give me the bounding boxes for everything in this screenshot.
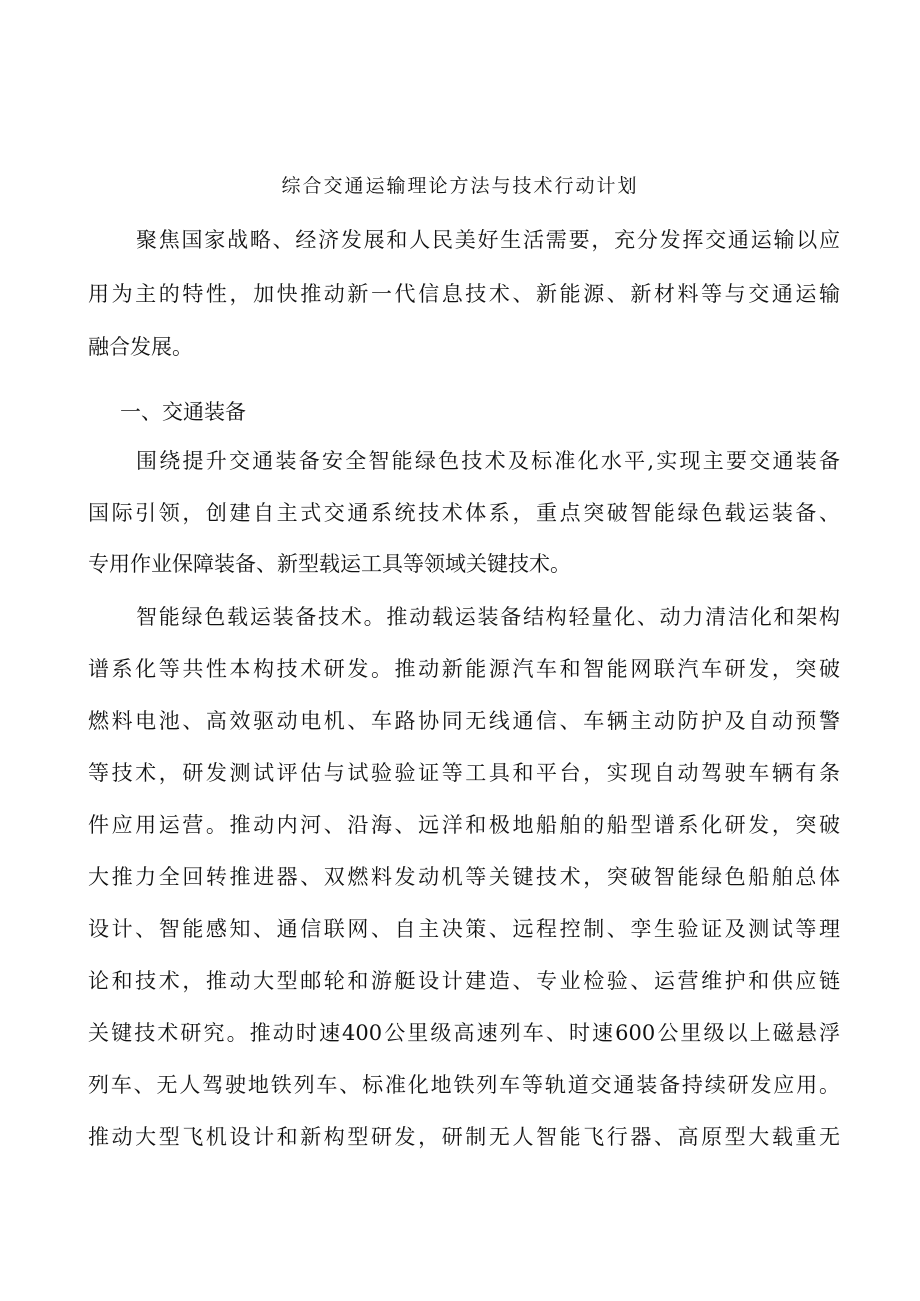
intro-line-1: 聚焦国家战略、经济发展和人民美好生活需要，充分发挥交通运输以应 (136, 228, 840, 252)
section1-para2-line-9: 关键技术研究。推动时速400公里级高速列车、时速600公里级以上磁悬浮 (88, 1021, 840, 1045)
section1-para2-line-10: 列车、无人驾驶地铁列车、标准化地铁列车等轨道交通装备持续研发应用。 (88, 1073, 840, 1097)
section1-para1-line-1: 围绕提升交通装备安全智能绿色技术及标准化水平,实现主要交通装备 (136, 449, 840, 473)
intro-line-3: 融合发展。 (88, 335, 193, 359)
section1-para2-line-4: 等技术，研发测试评估与试验验证等工具和平台，实现自动驾驶车辆有条 (88, 761, 840, 785)
section1-para1-line-3: 专用作业保障装备、新型载运工具等领域关键技术。 (88, 552, 571, 576)
section1-para1-line-2: 国际引领，创建自主式交通系统技术体系，重点突破智能绿色载运装备、 (88, 501, 840, 525)
section1-para2-line-3: 燃料电池、高效驱动电机、车路协同无线通信、车辆主动防护及自动预警 (88, 709, 840, 733)
section1-para2-line-6: 大推力全回转推进器、双燃料发动机等关键技术，突破智能绿色船舶总体 (88, 865, 840, 889)
section1-para2-line-8: 论和技术，推动大型邮轮和游艇设计建造、专业检验、运营维护和供应链 (88, 969, 840, 993)
intro-line-2: 用为主的特性，加快推动新一代信息技术、新能源、新材料等与交通运输 (88, 282, 840, 306)
section-heading: 一、交通装备 (120, 400, 246, 424)
section1-para2-line-5: 件应用运营。推动内河、沿海、远洋和极地船舶的船型谱系化研发，突破 (88, 813, 840, 837)
document-title: 综合交通运输理论方法与技术行动计划 (281, 175, 639, 197)
section1-para2-line-11: 推动大型飞机设计和新构型研发，研制无人智能飞行器、高原型大载重无 (88, 1125, 840, 1149)
section1-para2-line-1: 智能绿色载运装备技术。推动载运装备结构轻量化、动力清洁化和架构 (136, 605, 840, 629)
section1-para2-line-7: 设计、智能感知、通信联网、自主决策、远程控制、孪生验证及测试等理 (88, 917, 840, 941)
section1-para2-line-2: 谱系化等共性本构技术研发。推动新能源汽车和智能网联汽车研发，突破 (88, 657, 840, 681)
